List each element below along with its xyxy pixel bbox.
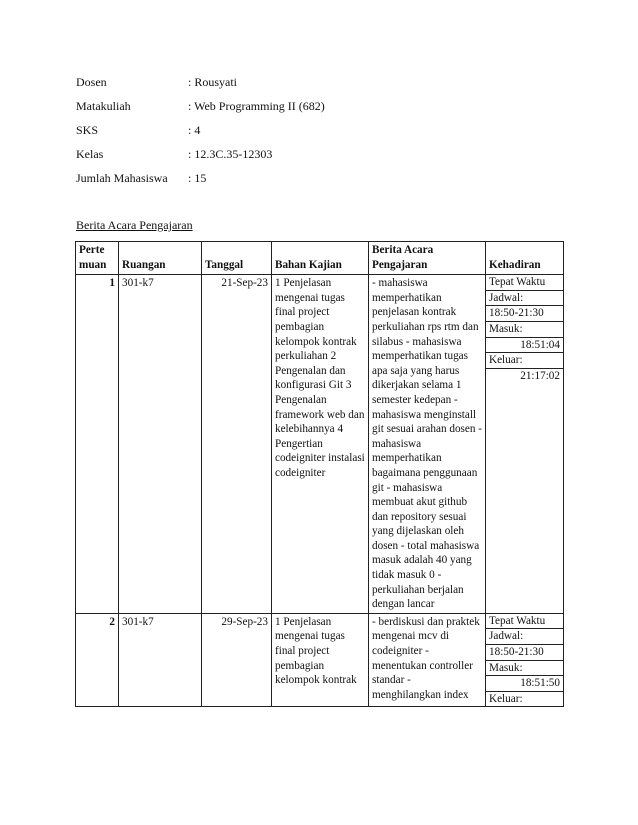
info-label: Matakuliah — [76, 99, 131, 113]
info-label: SKS — [76, 123, 99, 137]
kehadiran-status: Tepat Waktu — [486, 614, 563, 630]
info-value: : 12.3C.35-12303 — [188, 147, 273, 161]
header-berita-line1: Berita Acara — [372, 244, 434, 256]
cell-tanggal: 21-Sep-23 — [202, 275, 272, 614]
kehadiran-jadwal-label: Jadwal: — [486, 291, 563, 307]
cell-tanggal: 29-Sep-23 — [202, 613, 272, 707]
kehadiran-keluar: 21:17:02 — [520, 369, 560, 382]
cell-pertemuan: 2 — [76, 613, 119, 707]
header-pertemuan — [76, 242, 119, 275]
kehadiran-keluar-label: Keluar: — [486, 353, 563, 369]
info-value: : 4 — [188, 123, 201, 137]
info-value: : 15 — [188, 171, 207, 185]
header-pertemuan-line2: muan — [79, 258, 107, 271]
table-row — [76, 275, 564, 614]
table-header-row — [76, 242, 564, 275]
header-tanggal: Tanggal — [202, 242, 272, 275]
header-berita-acara — [369, 242, 486, 275]
kehadiran-masuk: 18:51:50 — [486, 676, 563, 692]
cell-bahan-kajian: 1 Penjelasan mengenai tugas final project pembagian kelompok kontrak perkuliahan 2 Pengenalan dan konfigurasi Git 3 Pengenalan framework web dan kelebihannya 4 Pengertian codeigniter instalasi codeigniter — [272, 275, 369, 614]
kehadiran-jadwal-label: Jadwal: — [486, 629, 563, 645]
info-value: : Rousyati — [188, 75, 238, 89]
info-value: : Web Programming II (682) — [188, 99, 325, 113]
cell-berita-acara: - berdiskusi dan praktek mengenai mcv di codeigniter - menentukan controller standar - menghilangkan index — [369, 613, 486, 707]
berita-acara-table — [75, 241, 564, 707]
info-label: Jumlah Mahasiswa — [76, 171, 168, 185]
info-row-dosen — [76, 74, 325, 98]
info-label: Kelas — [76, 147, 104, 161]
kehadiran-masuk-label: Masuk: — [486, 661, 563, 677]
header-berita-line2: Pengajaran — [372, 258, 428, 271]
cell-ruangan: 301-k7 — [119, 275, 202, 614]
kehadiran-jadwal: 18:50-21:30 — [486, 645, 563, 661]
info-row-matakuliah — [76, 98, 325, 122]
kehadiran-keluar-label: Keluar: — [489, 692, 523, 705]
cell-kehadiran — [486, 613, 564, 707]
cell-ruangan: 301-k7 — [119, 613, 202, 707]
section-title: Berita Acara Pengajaran — [76, 218, 193, 232]
kehadiran-jadwal: 18:50-21:30 — [486, 306, 563, 322]
header-ruangan: Ruangan — [119, 242, 202, 275]
info-row-jumlah-mahasiswa — [76, 170, 325, 194]
info-label: Dosen — [76, 75, 107, 89]
header-bahan-kajian: Bahan Kajian — [272, 242, 369, 275]
cell-bahan-kajian: 1 Penjelasan mengenai tugas final project pembagian kelompok kontrak — [272, 613, 369, 707]
header-pertemuan-line1: Perte — [79, 244, 105, 256]
cell-berita-acara: - mahasiswa memperhatikan penjelasan kontrak perkuliahan rps rtm dan silabus - mahasiswa memperhatikan tugas apa saja yang harus dikerjakan selama 1 semester kedepan - mahasiswa menginstall git sesuai arahan dosen - mahasiswa memperhatikan bagaimana penggunaan git - mahasiswa membuat akut github dan repository sesuai yang dijelaskan oleh dosen - total mahasiswa masuk adalah 40 yang tidak masuk 0 - perkuliahan berjalan dengan lancar — [369, 275, 486, 614]
header-kehadiran: Kehadiran — [486, 242, 564, 275]
course-info — [76, 74, 325, 194]
info-row-sks — [76, 122, 325, 146]
kehadiran-status: Tepat Waktu — [486, 275, 563, 291]
table-row — [76, 613, 564, 707]
info-row-kelas — [76, 146, 325, 170]
kehadiran-masuk-label: Masuk: — [486, 322, 563, 338]
cell-kehadiran — [486, 275, 564, 614]
kehadiran-masuk: 18:51:04 — [486, 338, 563, 354]
cell-pertemuan: 1 — [76, 275, 119, 614]
